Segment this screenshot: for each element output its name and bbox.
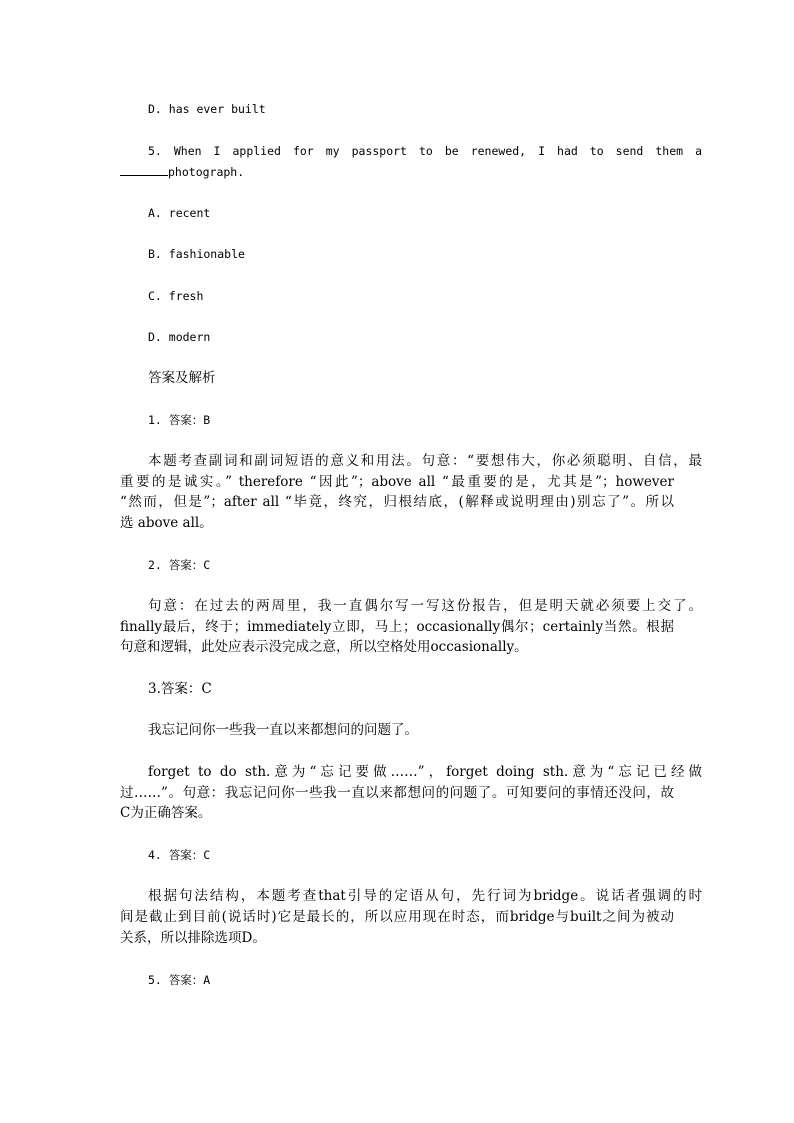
answer-4-explanation: 根据句法结构，本题考查that引导的定语从句，先行词为bridge。说话者强调的时	[148, 888, 702, 904]
answer-4-explanation: 关系，所以排除选项D。	[120, 930, 266, 946]
answer-3-explanation: 过……”。句意：我忘记问你一些我一直以来都想问的问题了。可知要问的事情还没问，故	[120, 785, 674, 801]
q5-stem-continued	[120, 162, 674, 183]
q5-option-b: B. fashionable	[148, 247, 245, 261]
answer-3-explanation: forget to do sth.意为“忘记要做……”，forget doing sth.意为“忘记已经做	[148, 764, 702, 780]
answer-2-label: 2. 答案：C	[148, 558, 211, 572]
answer-4-label: 4. 答案：C	[148, 848, 211, 862]
answer-3-label: 3.答案：C	[148, 681, 212, 697]
answers-heading: 答案及解析	[148, 370, 216, 386]
q5-option-d: D. modern	[148, 330, 211, 344]
answer-4-explanation: 间是截止到目前(说话时)它是最长的，所以应用现在时态，而bridge与built之间为被动	[120, 909, 674, 925]
answer-2-explanation: finally最后，终于；immediately立即，马上；occasionally偶尔；certainly当然。根据	[120, 619, 674, 635]
answer-5-label: 5. 答案：A	[148, 973, 211, 987]
q5-stem-end: photograph.	[168, 165, 245, 179]
q5-option-c: C. fresh	[148, 289, 204, 303]
answer-blank	[120, 163, 168, 176]
answer-1-explanation: 本题考查副词和副词短语的意义和用法。句意：“要想伟大，你必须聪明、自信，最	[148, 453, 702, 469]
q5-stem: 5. When I applied for my passport to be renewed, I had to send them a	[148, 144, 702, 158]
answer-2-explanation: 句意和逻辑，此处应表示没完成之意，所以空格处用occasionally。	[120, 639, 528, 655]
answer-1-explanation: 选 above all。	[120, 515, 213, 531]
answer-2-explanation: 句意：在过去的两周里，我一直偶尔写一写这份报告，但是明天就必须要上交了。	[148, 598, 702, 614]
answer-1-label: 1. 答案：B	[148, 413, 211, 427]
answer-1-explanation: 重要的是诚实。” therefore “因此”；above all “最重要的是，尤其是”；however	[120, 474, 674, 490]
q4-option-d: D. has ever built	[148, 102, 266, 116]
answer-1-explanation: “然而，但是”；after all “毕竟，终究，归根结底，(解释或说明理由)别忘了”。所以	[120, 494, 674, 510]
answer-3-explanation: C为正确答案。	[120, 805, 212, 821]
q5-option-a: A. recent	[148, 206, 211, 220]
answer-3-translation: 我忘记问你一些我一直以来都想问的问题了。	[148, 722, 418, 738]
